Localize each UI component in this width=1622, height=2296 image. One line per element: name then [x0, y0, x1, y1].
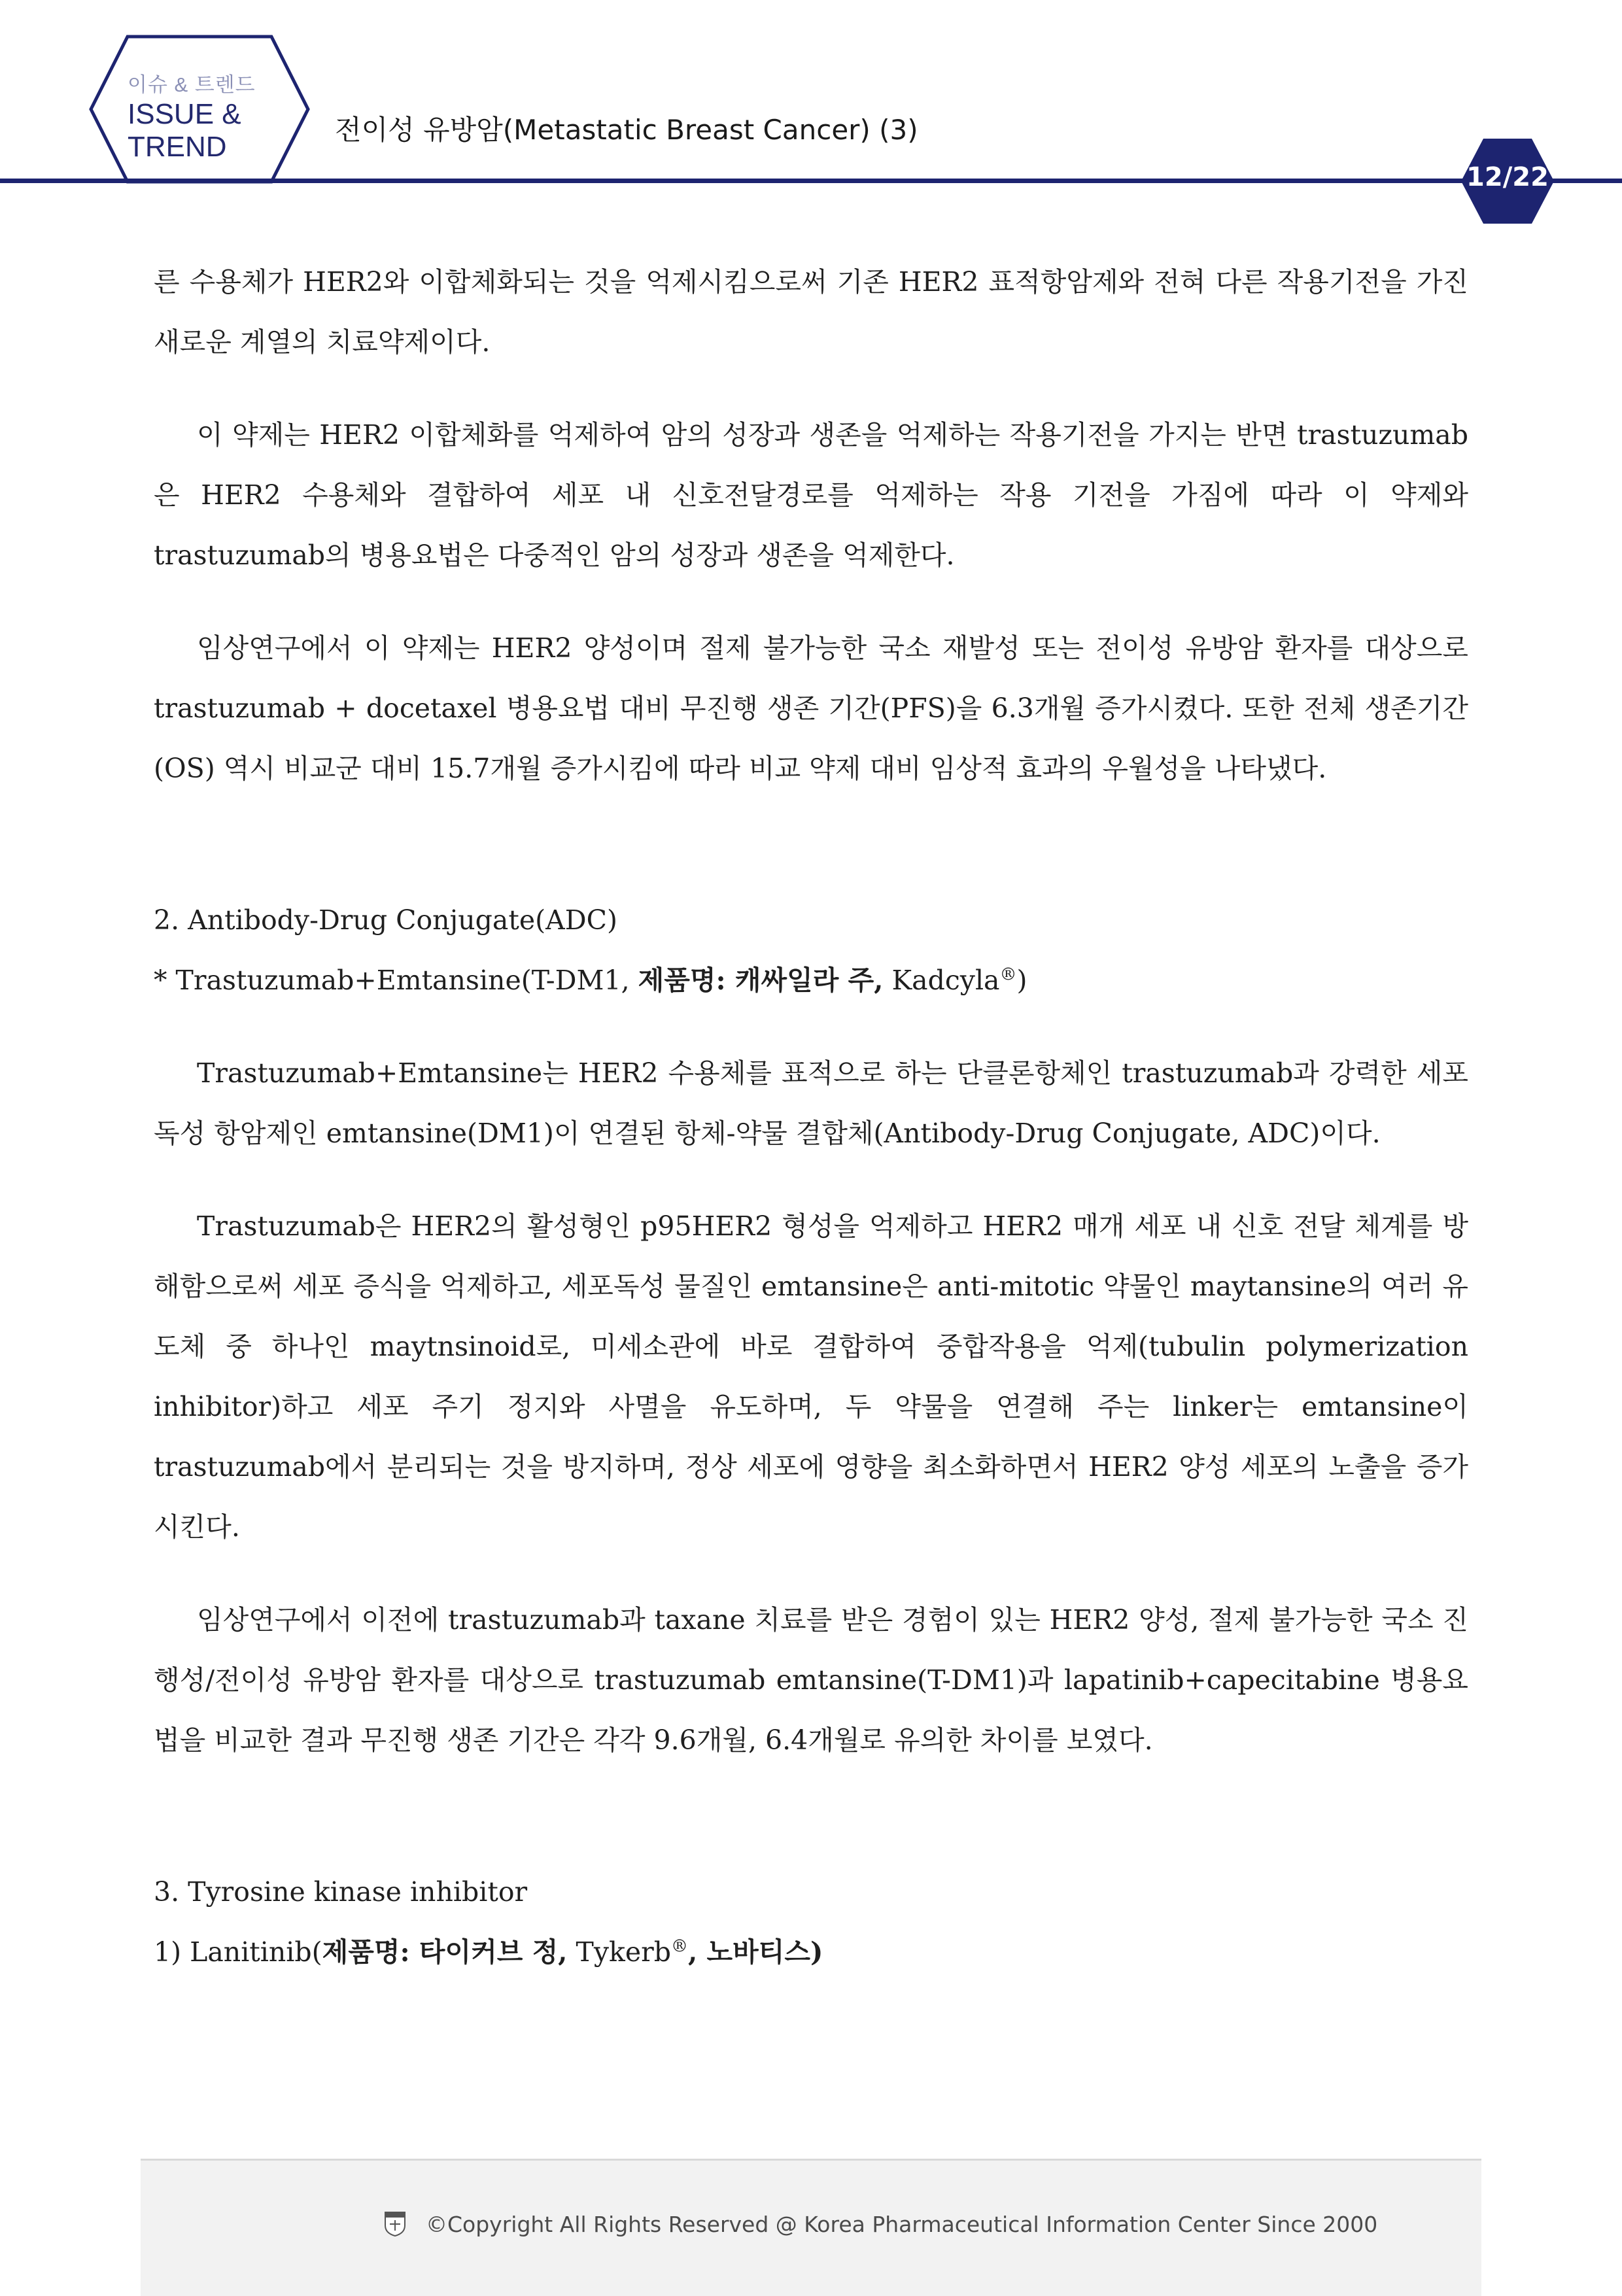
- drug3-heading-brand: Tykerb: [567, 1936, 671, 1968]
- badge-english-label-1: ISSUE &: [128, 98, 241, 130]
- drug3-heading-prefix: 1) Lanitinib(: [154, 1936, 322, 1968]
- copyright-text: ©Copyright All Rights Reserved @ Korea Pharmaceutical Information Center Since 2000: [426, 2212, 1378, 2237]
- drug3-heading-product-name: 제품명: 타이커브 정,: [322, 1936, 568, 1968]
- document-title: 전이성 유방암(Metastatic Breast Cancer) (3): [335, 114, 918, 146]
- document-body: [154, 252, 1468, 1982]
- drug-heading-prefix: * Trastuzumab+Emtansine(T-DM1,: [154, 965, 638, 996]
- kpic-shield-icon: [384, 2211, 406, 2237]
- page-number: 12/22: [1466, 162, 1549, 192]
- paragraph-5: Trastuzumab은 HER2의 활성형인 p95HER2 형성을 억제하고 HER2 매개 세포 내 신호 전달 체계를 방해함으로써 세포 증식을 억제하고, 세포독성 물질인 emtansine은 anti-mitotic 약물인 maytansine의 여러 유도체 중 하나인 maytnsinoid로, 미세소관에 바로 결합하여 중합작용을 억제(tubulin polymerization inhibitor)하고 세포 주기 정지와 사멸을 유도하며, 두 약물을 연결해 주는 linker는 emtansine이 trastuzumab에서 분리되는 것을 방지하며, 정상 세포에 영향을 최소화하면서 HER2 양성 세포의 노출을 증가시킨다.: [154, 1210, 1468, 1543]
- registered-mark: ®: [999, 965, 1017, 985]
- drug-heading-close: ): [1016, 965, 1027, 996]
- drug-heading-product-name: 제품명: 캐싸일라 주,: [638, 965, 884, 996]
- issue-trend-badge: [128, 72, 271, 163]
- drug-heading-tdm1: [154, 950, 1468, 1010]
- badge-english-label-2: TREND: [128, 131, 227, 163]
- registered-mark: ®: [670, 1936, 688, 1957]
- section-heading-tki: 3. Tyrosine kinase inhibitor: [154, 1876, 528, 1908]
- drug-heading-lapatinib: [154, 1922, 1468, 1982]
- paragraph-6: 임상연구에서 이전에 trastuzumab과 taxane 치료를 받은 경험이 있는 HER2 양성, 절제 불가능한 국소 진행성/전이성 유방암 환자를 대상으로 trastuzumab emtansine(T-DM1)과 lapatinib+capecitabine 병용요법을 비교한 결과 무진행 생존 기간은 각각 9.6개월, 6.4개월로 유의한 차이를 보였다.: [154, 1604, 1468, 1756]
- paragraph-1: 른 수용체가 HER2와 이합체화되는 것을 억제시킴으로써 기존 HER2 표적항암제와 전혀 다른 작용기전을 가진 새로운 계열의 치료약제이다.: [154, 266, 1468, 358]
- drug-heading-brand: Kadcyla: [883, 965, 1000, 996]
- badge-korean-label: 이슈 & 트렌드: [128, 73, 256, 96]
- paragraph-4: Trastuzumab+Emtansine는 HER2 수용체를 표적으로 하는 단클론항체인 trastuzumab과 강력한 세포독성 항암제인 emtansine(DM1)이 연결된 항체-약물 결합체(Antibody-Drug Conjugate, ADC)이다.: [154, 1057, 1468, 1149]
- header-divider: [0, 179, 1622, 183]
- paragraph-2: 이 약제는 HER2 이합체화를 억제하여 암의 성장과 생존을 억제하는 작용기전을 가지는 반면 trastuzumab은 HER2 수용체와 결합하여 세포 내 신호전달경로를 억제하는 작용 기전을 가짐에 따라 이 약제와 trastuzumab의 병용요법은 다중적인 암의 성장과 생존을 억제한다.: [154, 419, 1468, 571]
- drug3-heading-manufacturer: , 노바티스): [687, 1936, 823, 1968]
- footer: [141, 2159, 1481, 2296]
- section-heading-adc: 2. Antibody-Drug Conjugate(ADC): [154, 904, 617, 936]
- paragraph-3: 임상연구에서 이 약제는 HER2 양성이며 절제 불가능한 국소 재발성 또는 전이성 유방암 환자를 대상으로 trastuzumab + docetaxel 병용요법 대비 무진행 생존 기간(PFS)을 6.3개월 증가시켰다. 또한 전체 생존기간(OS) 역시 비교군 대비 15.7개월 증가시킴에 따라 비교 약제 대비 임상적 효과의 우월성을 나타냈다.: [154, 632, 1468, 784]
